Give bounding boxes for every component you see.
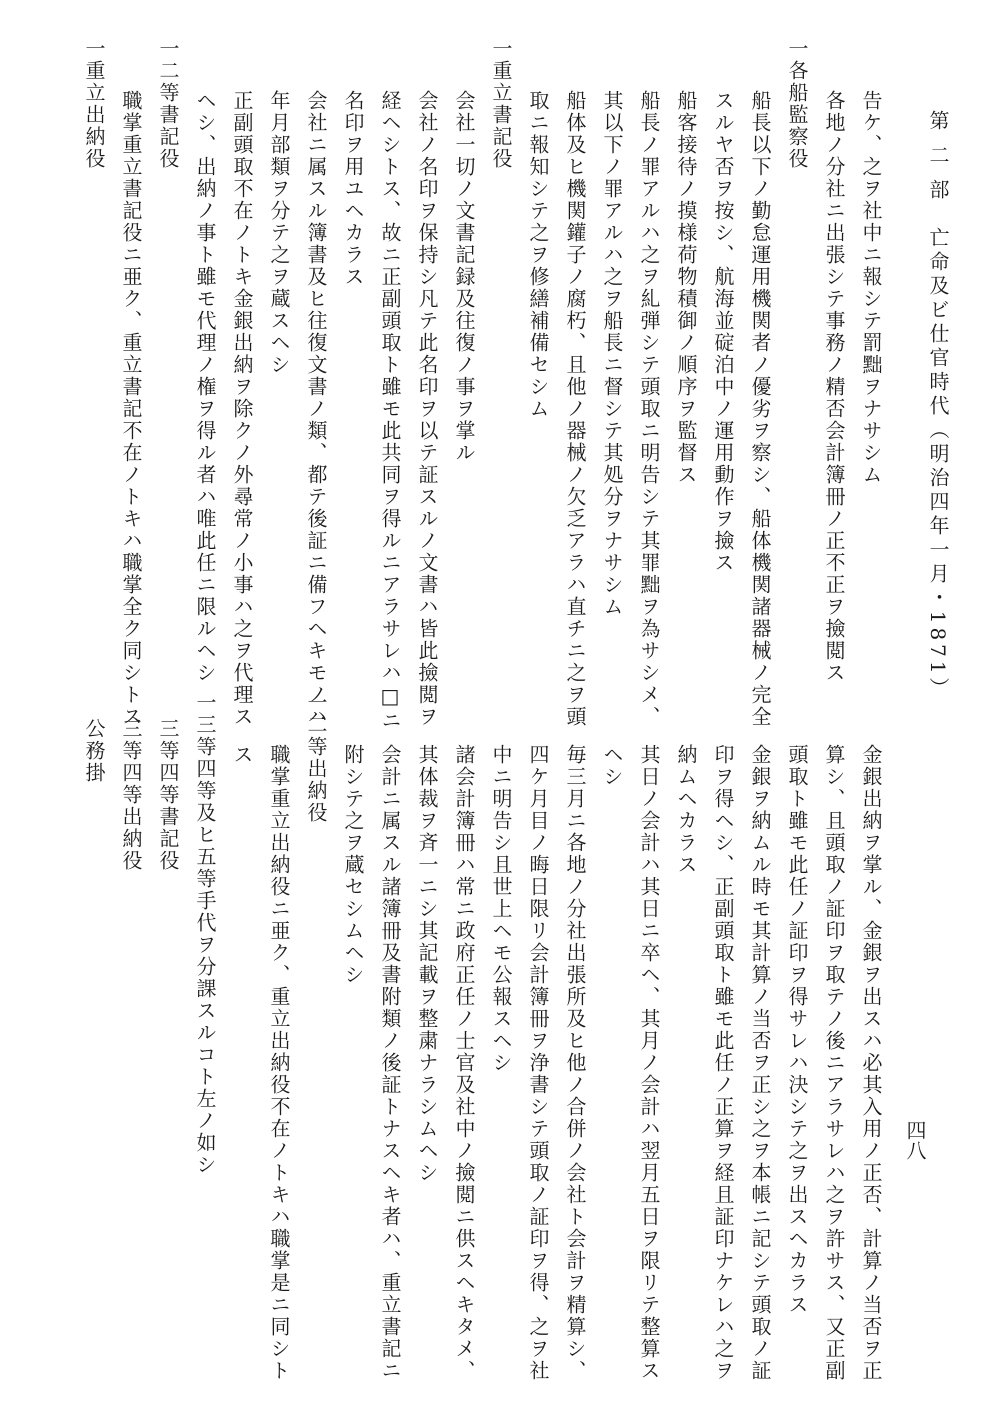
header-title: 第 二 部 亡命及ビ仕官時代（明治四年一月・1871） (926, 110, 950, 702)
text-line: ヘシ (600, 744, 624, 788)
text-line: 頭取ト雖モ此任ノ証印ヲ得サレハ決シテ之ヲ出スヘカラス (785, 744, 809, 1316)
text-line: スルヤ否ヲ按シ、航海並碇泊中ノ運用動作ヲ撿ス (711, 90, 735, 574)
text-line: 取ニ報知シテ之ヲ修繕補備セシム (526, 90, 550, 420)
text-line: 会社ニ属スル簿書及ヒ往復文書ノ類、都テ後証ニ備フヘキモノハ (304, 90, 328, 728)
text-line: 公務掛 (82, 718, 106, 784)
page-number: 四八 (903, 1120, 927, 1160)
text-line: 船体及ヒ機関鑵子ノ腐朽、且他ノ器械ノ欠乏アラハ直チニ之ヲ頭 (563, 90, 587, 728)
text-line: 告ケ、之ヲ社中ニ報シテ罰黜ヲナサシム (859, 90, 883, 486)
text-line: 名印ヲ用ユヘカラス (341, 90, 365, 288)
top-text-block (72, 38, 886, 732)
text-line: 船客接待ノ摸様荷物積御ノ順序ヲ監督ス (674, 90, 698, 486)
text-line: ス (230, 744, 254, 766)
text-line: 職掌重立出納役ニ亜ク、重立出納役不在ノトキハ職掌是ニ同シト (267, 744, 291, 1382)
text-line: 年月部類ヲ分テ之ヲ蔵スヘシ (267, 90, 291, 376)
section-heading: 一二等書記役 (156, 38, 180, 170)
text-line: 算シ、且頭取ノ証印ヲ取テノ後ニアラサレハ之ヲ許サス、又正副 (822, 744, 846, 1382)
text-line: 会社ノ名印ヲ保持シ凡テ此名印ヲ以テ証スルノ文書ハ皆此撿閲ヲ (415, 90, 439, 728)
text-line: 其以下ノ罪アルハ之ヲ船長ニ督シテ其処分ヲナサシム (600, 90, 624, 618)
text-line: 納ムヘカラス (674, 744, 698, 876)
text-line: 三等四等書記役 (156, 718, 180, 872)
text-line: 経ヘシトス、故ニ正副頭取ト雖モ此共同ヲ得ルニアラサレハ□ニ (378, 90, 402, 732)
text-line: 三等四等出納役 (119, 718, 143, 872)
running-header (904, 110, 964, 702)
text-line: 諸会計簿冊ハ常ニ政府正任ノ士官及社中ノ撿閲ニ供スヘキタメ、 (452, 744, 476, 1382)
text-line: 正副頭取不在ノトキ金銀出納ヲ除クノ外尋常ノ小事ハ之ヲ代理ス (230, 90, 254, 728)
text-line: 其日ノ会計ハ其日ニ卒ヘ、其月ノ会計ハ翌月五日ヲ限リテ整算ス (637, 744, 661, 1382)
text-line: 金銀出納ヲ掌ル、金銀ヲ出スハ必其入用ノ正否、計算ノ当否ヲ正 (859, 744, 883, 1382)
text-line: 附シテ之ヲ蔵セシムヘシ (341, 744, 365, 986)
bottom-text-block (72, 692, 886, 1382)
text-line: 船長ノ罪アルハ之ヲ糺弾シテ頭取ニ明告シテ其罪黜ヲ為サシメ、 (637, 90, 661, 728)
section-heading: 一重立出納役 (82, 38, 106, 170)
section-heading: 一二等出納役 (304, 692, 328, 824)
section-heading: 一重立書記役 (489, 38, 513, 170)
text-line: 船長以下ノ勤怠運用機関者ノ優劣ヲ察シ、船体機関諸器械ノ完全 (748, 90, 772, 728)
text-line: 四ケ月目ノ晦日限リ会計簿冊ヲ浄書シテ頭取ノ証印ヲ得、之ヲ社 (526, 744, 550, 1382)
section-heading: 一三等四等及ヒ五等手代ヲ分課スルコト左ノ如シ (193, 692, 217, 1176)
text-line: 中ニ明告シ且世上ヘモ公報スヘシ (489, 744, 513, 1074)
text-line: 金銀ヲ納ムル時モ其計算ノ当否ヲ正シ之ヲ本帳ニ記シテ頭取ノ証 (748, 744, 772, 1382)
text-line: 印ヲ得ヘシ、正副頭取ト雖モ此任ノ正算ヲ経且証印ナケレハ之ヲ (711, 744, 735, 1382)
text-line: ヘシ、出納ノ事ト雖モ代理ノ権ヲ得ル者ハ唯此任ニ限ルヘシ (193, 90, 217, 684)
section-heading: 一各船監察役 (785, 38, 809, 170)
text-line: 職掌重立書記役ニ亜ク、重立書記不在ノトキハ職掌全ク同シトス (119, 90, 143, 728)
text-line: 其体裁ヲ斉一ニシ其記載ヲ整粛ナラシムヘシ (415, 744, 439, 1184)
text-line: 会社一切ノ文書記録及往復ノ事ヲ掌ル (452, 90, 476, 464)
text-line: 会計ニ属スル諸簿冊及書附類ノ後証トナスヘキ者ハ、重立書記ニ (378, 744, 402, 1382)
text-line: 毎三月ニ各地ノ分社出張所及ヒ他ノ合併ノ会社ト会計ヲ精算シ、 (563, 744, 587, 1382)
text-line: 各地ノ分社ニ出張シテ事務ノ精否会計簿冊ノ正不正ヲ撿閲ス (822, 90, 846, 684)
